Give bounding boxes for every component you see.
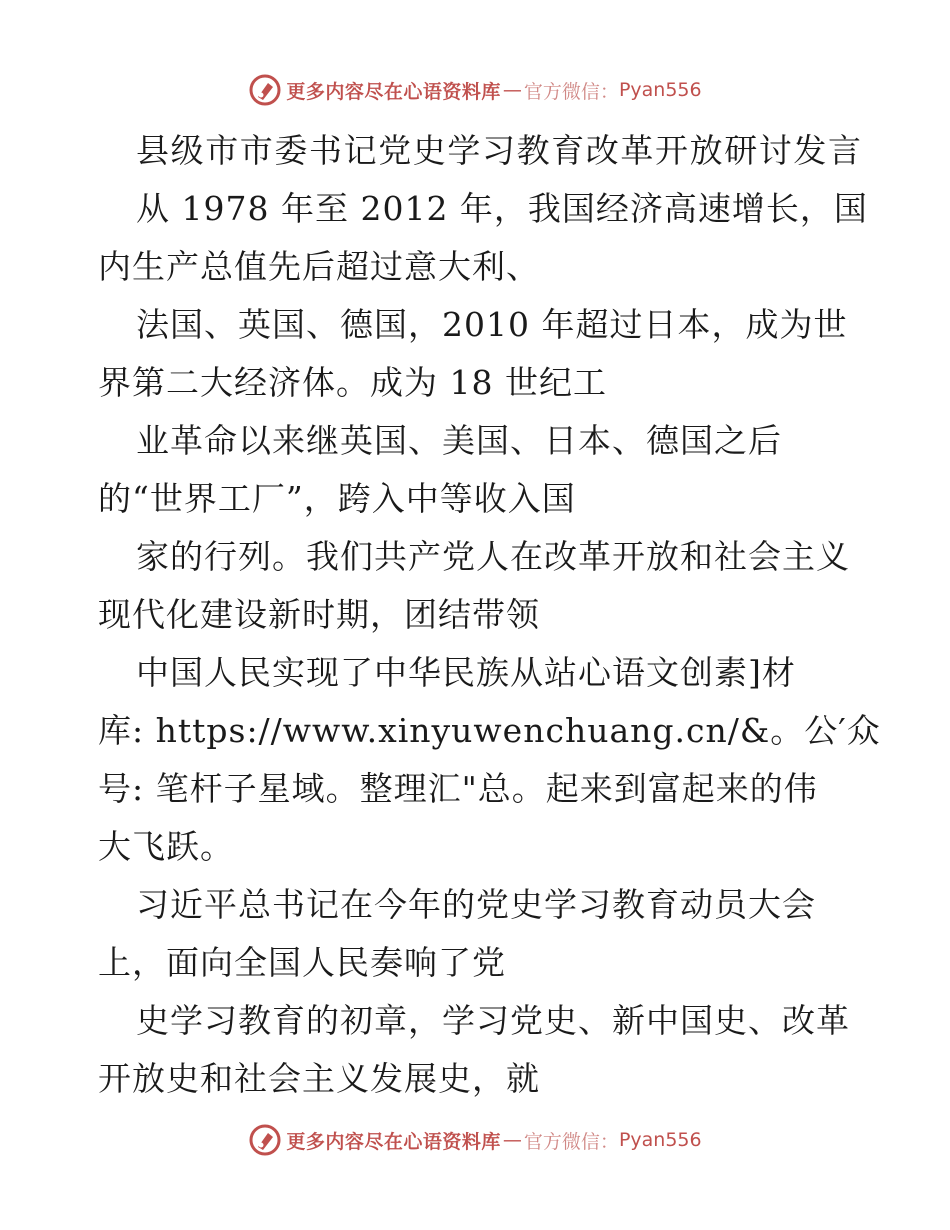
text-line: 史学习教育的初章，学习党史、新中国史、改革 — [136, 1001, 850, 1040]
banner-wechat-id: Pyan556 — [618, 1129, 702, 1151]
text-line: 界第二大经济体。成为 18 世纪工 — [98, 363, 607, 402]
banner-wechat-label: 官方微信： — [523, 80, 619, 103]
banner-separator: — — [502, 1129, 522, 1151]
text-line: 号: 笔杆子星域。整理汇"总。起来到富起来的伟 — [98, 769, 818, 808]
text-line: 开放史和社会主义发展史，就 — [98, 1059, 540, 1098]
document-body — [98, 122, 881, 1108]
text-line: 业革命以来继英国、美国、日本、德国之后 — [136, 421, 782, 460]
banner-wechat-label: 官方微信： — [523, 1130, 619, 1153]
pen-nib-logo-icon — [248, 73, 282, 107]
text-line: 的“世界工厂”，跨入中等收入国 — [98, 479, 576, 518]
document-title: 县级市市委书记党史学习教育改革开放研讨发言 — [136, 131, 863, 170]
text-line: 家的行列。我们共产党人在改革开放和社会主义 — [136, 537, 850, 576]
header-banner — [0, 70, 950, 110]
text-line: 大飞跃。 — [98, 827, 234, 866]
banner-site-text: 更多内容尽在心语资料库 — [286, 1130, 501, 1153]
text-line: 库: https://www.xinyuwenchuang.cn/&。公′众 — [98, 711, 881, 750]
text-line: 从 1978 年至 2012 年，我国经济高速增长，国 — [136, 189, 868, 228]
banner-site-text: 更多内容尽在心语资料库 — [286, 80, 501, 103]
footer-banner — [0, 1120, 950, 1160]
banner-wechat-id: Pyan556 — [618, 79, 702, 101]
text-line: 中国人民实现了中华民族从站心语文创素]材 — [136, 653, 796, 692]
banner-separator: — — [502, 79, 522, 101]
text-line: 法国、英国、德国，2010 年超过日本，成为世 — [136, 305, 848, 344]
text-line: 内生产总值先后超过意大利、 — [98, 247, 540, 286]
text-line: 习近平总书记在今年的党史学习教育动员大会 — [136, 885, 816, 924]
text-line: 上，面向全国人民奏响了党 — [98, 943, 506, 982]
pen-nib-logo-icon — [248, 1123, 282, 1157]
text-line: 现代化建设新时期，团结带领 — [98, 595, 540, 634]
